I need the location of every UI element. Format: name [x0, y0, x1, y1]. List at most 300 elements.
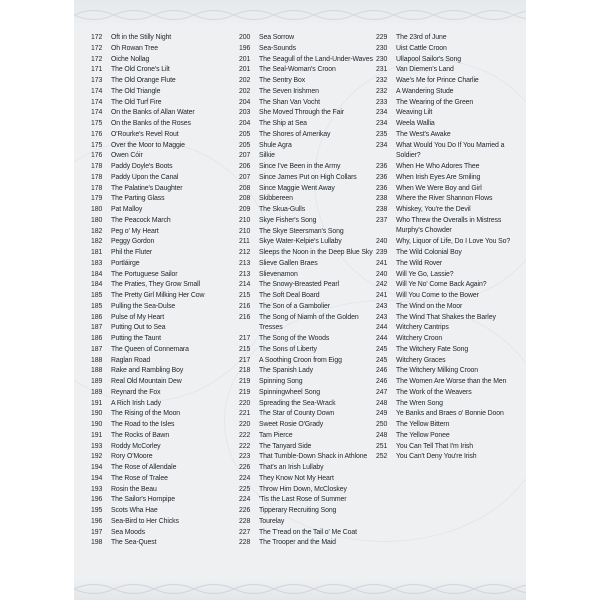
song-title: Uist Cattle Croon: [396, 44, 447, 52]
song-title: Scots Wha Hae: [111, 507, 158, 514]
index-entry: [239, 205, 377, 216]
song-title: That's an Irish Lullaby: [259, 464, 324, 471]
song-title: The Peacock March: [111, 216, 171, 224]
song-title: Real Old Mountain Dew: [111, 378, 182, 385]
song-title: The Witchery Milking Croon: [396, 367, 479, 375]
page-number: 201: [239, 66, 251, 74]
index-entry: [91, 517, 229, 528]
page-number: 231: [376, 66, 388, 74]
index-entry: [239, 334, 377, 345]
index-entry: [91, 463, 229, 474]
top-border: [74, 0, 526, 28]
page-number: 226: [239, 507, 251, 514]
index-entry: [239, 237, 377, 248]
index-entry: [239, 420, 377, 431]
index-entry: [239, 87, 377, 98]
page-number: 214: [239, 281, 251, 289]
page-number: 188: [91, 356, 103, 364]
page-number: 196: [91, 496, 103, 504]
index-entry: [91, 302, 229, 313]
page-number: 208: [239, 195, 251, 203]
page-number: 236: [376, 173, 388, 181]
song-title: Owen Cóir: [111, 152, 143, 160]
song-title: Who Threw the Overalls in Mistress Murphy's Chowder: [396, 216, 502, 234]
page-number: 172: [91, 44, 103, 52]
index-entry: [91, 399, 229, 410]
bottom-border: [74, 578, 526, 600]
page-number: 226: [239, 464, 251, 471]
page-number: 184: [91, 281, 103, 289]
song-title: They Know Not My Heart: [259, 474, 334, 482]
song-title: The Sons of Liberty: [259, 345, 317, 353]
page-number: 213: [239, 259, 251, 267]
index-entry: [239, 463, 377, 474]
page-number: 181: [91, 249, 103, 256]
page-number: 236: [376, 163, 388, 170]
index-entry: [239, 65, 377, 76]
page-number: 217: [239, 356, 251, 364]
song-title: Slievenamon: [259, 270, 298, 278]
index-entry: [91, 108, 229, 119]
page-number: 218: [239, 367, 251, 375]
page-number: 174: [91, 98, 103, 106]
index-entry: [91, 44, 229, 55]
index-entry: [376, 345, 516, 356]
page-number: 234: [376, 141, 388, 149]
song-title: 'Tis the Last Rose of Summer: [259, 496, 347, 504]
page-number: 193: [91, 442, 103, 450]
page-number: 238: [376, 206, 388, 213]
index-entry: [91, 377, 229, 388]
index-entry: [376, 173, 516, 184]
song-title: Will You Come to the Bower: [396, 292, 479, 299]
song-title: Witchery Croon: [396, 335, 443, 342]
song-title: Rake and Rambling Boy: [111, 367, 184, 375]
index-entry: [239, 485, 377, 496]
page-number: 236: [376, 184, 388, 192]
index-entry: [376, 409, 516, 420]
page-number: 204: [239, 120, 251, 127]
song-title: Portláirge: [111, 259, 140, 267]
song-title: Sea-Bird to Her Chicks: [111, 517, 179, 525]
index-entry: [239, 119, 377, 130]
song-title: The T'read on the Tail o' Me Coat: [259, 528, 357, 536]
page-number: 172: [91, 55, 103, 63]
index-entry: [376, 388, 516, 399]
page-number: 175: [91, 120, 103, 127]
index-entry: [239, 98, 377, 109]
page-number: 246: [376, 378, 388, 385]
song-title: A Rich Irish Lady: [111, 399, 162, 407]
page-number: 212: [239, 249, 251, 256]
song-title: The Sailor's Hornpipe: [111, 496, 175, 504]
index-column-3: [376, 33, 516, 463]
index-entry: [376, 323, 516, 334]
song-title: Oh Rowan Tree: [111, 44, 158, 52]
song-title: The Snowy-Breasted Pearl: [259, 281, 339, 289]
song-title: Ullapool Sailor's Song: [396, 55, 461, 63]
song-title: The Sea-Quest: [111, 539, 157, 547]
page-number: 235: [376, 130, 388, 138]
index-entry: [91, 227, 229, 238]
song-title: Sweet Rosie O'Grady: [259, 421, 324, 428]
index-entry: [239, 173, 377, 184]
song-title: The Wild Colonial Boy: [396, 249, 462, 256]
index-entry: [239, 388, 377, 399]
page-number: 196: [239, 44, 251, 52]
page-number: 243: [376, 302, 388, 310]
page-number: 227: [239, 528, 251, 536]
page-number: 187: [91, 345, 103, 353]
page-number: 192: [91, 453, 103, 461]
index-entry: [91, 442, 229, 453]
index-entry: [376, 259, 516, 270]
page-number: 244: [376, 335, 388, 342]
page-number: 204: [239, 98, 251, 106]
song-title: Tam Pierce: [259, 431, 293, 439]
index-entry: [239, 44, 377, 55]
song-title: Over the Moor to Maggie: [111, 141, 185, 149]
index-entry: [239, 291, 377, 302]
index-entry: [239, 280, 377, 291]
song-title: Oft in the Stilly Night: [111, 34, 172, 41]
song-title: The Shores of Amerikay: [259, 130, 331, 138]
page-number: 228: [239, 539, 251, 547]
song-title: The Wearing of the Green: [396, 98, 474, 106]
song-title: What Would You Do If You Married a Soldier?: [396, 141, 505, 159]
page-number: 221: [239, 410, 251, 418]
song-title: The Seven Irishmen: [259, 87, 319, 95]
song-title: The Old Orange Flute: [111, 77, 176, 84]
index-entry: [239, 399, 377, 410]
page-number: 190: [91, 410, 103, 418]
song-title: The Spanish Lady: [259, 367, 313, 375]
song-title: She Moved Through the Fair: [259, 109, 344, 117]
page-number: 237: [376, 216, 388, 224]
song-title: A Wandering Stude: [396, 87, 454, 95]
index-entry: [91, 216, 229, 227]
index-entry: [91, 323, 229, 334]
page-number: 205: [239, 141, 251, 149]
page-number: 215: [239, 345, 251, 353]
index-entry: [91, 173, 229, 184]
index-entry: [239, 162, 377, 173]
page-number: 229: [376, 34, 388, 41]
page-number: 194: [91, 464, 103, 471]
page-number: 210: [239, 227, 251, 235]
index-entry: [91, 313, 229, 324]
index-entry: [91, 388, 229, 399]
song-title: Skibbereen: [259, 195, 293, 203]
page-number: 185: [91, 292, 103, 299]
index-entry: [91, 248, 229, 259]
song-title: The Star of County Down: [259, 410, 335, 418]
page-number: 248: [376, 431, 388, 439]
song-title: Witchery Cantrips: [396, 324, 449, 332]
page-number: 233: [376, 98, 388, 106]
index-entry: [239, 474, 377, 485]
page-number: 213: [239, 270, 251, 278]
song-title: The Queen of Connemara: [111, 345, 189, 353]
page-number: 249: [376, 410, 388, 418]
page-number: 251: [376, 442, 388, 450]
page-number: 175: [91, 141, 103, 149]
song-title: The Rocks of Bawn: [111, 431, 170, 439]
index-entry: [376, 119, 516, 130]
index-entry: [376, 442, 516, 453]
index-entry: [239, 538, 377, 549]
index-entry: [239, 302, 377, 313]
page-number: 178: [91, 173, 103, 181]
page-number: 222: [239, 431, 251, 439]
song-title: Rosin the Beau: [111, 485, 157, 493]
song-title: Peg o' My Heart: [111, 227, 159, 235]
song-title: Roddy McCorley: [111, 442, 161, 450]
page-number: 207: [239, 152, 251, 160]
song-title: The Trooper and the Maid: [259, 539, 336, 547]
index-entry: [91, 485, 229, 496]
page-number: 252: [376, 453, 388, 461]
page-number: 191: [91, 431, 103, 439]
page-number: 188: [91, 367, 103, 375]
song-title: The Wren Song: [396, 399, 443, 407]
page-number: 195: [91, 507, 103, 514]
index-entry: [376, 399, 516, 410]
index-entry: [91, 452, 229, 463]
page-number: 240: [376, 238, 388, 246]
page-number: 220: [239, 399, 251, 407]
index-entry: [239, 33, 377, 44]
index-entry: [91, 55, 229, 66]
song-title: The Praties, They Grow Small: [111, 281, 200, 289]
index-entry: [376, 377, 516, 388]
page-number: 174: [91, 109, 103, 117]
index-entry: [376, 44, 516, 55]
page-number: 239: [376, 249, 388, 256]
index-entry: [376, 65, 516, 76]
song-title: Pulling the Sea-Dulse: [111, 302, 176, 310]
page-number: 222: [239, 442, 251, 450]
page-number: 174: [91, 87, 103, 95]
page-number: 250: [376, 421, 388, 428]
song-title: Rory O'Moore: [111, 453, 153, 461]
page-number: 241: [376, 259, 388, 267]
song-title: Witchery Graces: [396, 356, 446, 364]
index-entry: [376, 76, 516, 87]
celtic-knot-border-top: [74, 6, 526, 24]
song-title: Tipperary Recruiting Song: [259, 507, 337, 514]
page-number: 203: [239, 109, 251, 117]
index-entry: [91, 409, 229, 420]
index-entry: [376, 141, 516, 163]
index-entry: [239, 270, 377, 281]
song-title: The Tanyard Side: [259, 442, 312, 450]
page-number: 178: [91, 184, 103, 192]
page-number: 245: [376, 356, 388, 364]
song-title: The Sentry Box: [259, 77, 306, 84]
page-number: 176: [91, 130, 103, 138]
song-title: The Work of the Weavers: [396, 388, 472, 396]
index-entry: [239, 194, 377, 205]
index-entry: [239, 431, 377, 442]
page-number: 200: [239, 34, 251, 41]
song-title: The Rose of Allendale: [111, 464, 177, 471]
song-title: The Skua-Gulls: [259, 206, 306, 213]
song-title: The Song of the Woods: [259, 335, 330, 342]
index-entry: [239, 356, 377, 367]
index-entry: [376, 302, 516, 313]
song-title: Will Ye Go, Lassie?: [396, 270, 454, 278]
index-entry: [376, 55, 516, 66]
index-entry: [91, 270, 229, 281]
page-number: 220: [239, 421, 251, 428]
song-title: The Witchery Fate Song: [396, 345, 469, 353]
index-entry: [91, 474, 229, 485]
index-entry: [376, 130, 516, 141]
page-number: 219: [239, 378, 251, 385]
song-title: The Wild Rover: [396, 259, 443, 267]
song-title: Paddy Upon the Canal: [111, 173, 179, 181]
song-title: The Yellow Bittern: [396, 421, 450, 428]
page-number: 194: [91, 474, 103, 482]
song-title: The Yellow Ponee: [396, 431, 450, 439]
index-entry: [376, 194, 516, 205]
page-number: 224: [239, 474, 251, 482]
song-title: That Tumble-Down Shack in Athlone: [259, 453, 368, 461]
index-entry: [91, 356, 229, 367]
index-entry: [376, 420, 516, 431]
index-entry: [376, 108, 516, 119]
index-entry: [91, 506, 229, 517]
page-number: 244: [376, 324, 388, 332]
page-number: 225: [239, 485, 251, 493]
index-entry: [376, 313, 516, 324]
page-number: 190: [91, 421, 103, 428]
song-title: You Can't Deny You're Irish: [396, 453, 477, 461]
song-title: On the Banks of Allan Water: [111, 109, 195, 117]
song-title: Since I've Been in the Army: [259, 163, 341, 170]
song-title: Putting the Taunt: [111, 335, 161, 342]
song-title: The Portuguese Sailor: [111, 270, 178, 278]
song-title: O'Rourke's Revel Rout: [111, 130, 179, 138]
index-entry: [91, 237, 229, 248]
song-title: Spreading the Sea-Wrack: [259, 399, 336, 407]
index-entry: [239, 184, 377, 195]
page-number: 202: [239, 87, 251, 95]
index-entry: [91, 141, 229, 152]
page-number: 223: [239, 453, 251, 461]
index-entry: [239, 227, 377, 238]
song-title: Weaving Lilt: [396, 109, 433, 117]
page-number: 198: [91, 539, 103, 547]
index-entry: [376, 87, 516, 98]
page-number: 205: [239, 130, 251, 138]
page-number: 217: [239, 335, 251, 342]
song-title: The Old Triangle: [111, 87, 161, 95]
page-number: 193: [91, 485, 103, 493]
index-entry: [239, 345, 377, 356]
index-entry: [239, 517, 377, 528]
index-entry: [239, 216, 377, 227]
index-entry: [91, 205, 229, 216]
index-entry: [376, 216, 516, 238]
index-entry: [376, 248, 516, 259]
index-entry: [91, 431, 229, 442]
page-number: 180: [91, 216, 103, 224]
index-entry: [239, 452, 377, 463]
song-title: Skye Fisher's Song: [259, 216, 317, 224]
song-title: The Wind That Shakes the Barley: [396, 313, 496, 321]
page-number: 185: [91, 302, 103, 310]
song-title: Phil the Fluter: [111, 249, 153, 256]
index-entry: [376, 33, 516, 44]
song-title: A Soothing Croon from Eigg: [259, 356, 342, 364]
index-entry: [91, 259, 229, 270]
index-entry: [91, 76, 229, 87]
index-entry: [239, 495, 377, 506]
song-title: When He Who Adores Thee: [396, 163, 480, 170]
song-title: Throw Him Down, McCloskey: [259, 485, 347, 493]
page-number: 202: [239, 77, 251, 84]
song-title: Sea-Sounds: [259, 44, 296, 52]
index-entry: [239, 506, 377, 517]
index-entry: [239, 377, 377, 388]
page-number: 189: [91, 378, 103, 385]
song-title: Silkie: [259, 152, 275, 160]
page-number: 191: [91, 399, 103, 407]
song-title: Spinning Song: [259, 378, 303, 385]
index-entry: [239, 76, 377, 87]
song-title: When We Were Boy and Girl: [396, 184, 482, 192]
song-title: The Ship at Sea: [259, 120, 307, 127]
index-entry: [91, 65, 229, 76]
song-title: Wae's Me for Prince Charlie: [396, 77, 479, 84]
page-number: 241: [376, 292, 388, 299]
song-title: The Rose of Tralee: [111, 474, 168, 482]
song-title: Since Maggie Went Away: [259, 184, 335, 192]
song-title: The Shan Van Vocht: [259, 98, 320, 106]
index-entry: [91, 98, 229, 109]
index-entry: [239, 366, 377, 377]
page-number: 176: [91, 152, 103, 160]
index-entry: [239, 108, 377, 119]
song-title: Spinningwheel Song: [259, 388, 321, 396]
page-number: 196: [91, 517, 103, 525]
index-entry: [376, 291, 516, 302]
index-entry: [91, 87, 229, 98]
index-entry: [91, 33, 229, 44]
song-title: The Soft Deal Board: [259, 292, 320, 299]
song-title: Sleeps the Noon in the Deep Blue Sky: [259, 249, 373, 256]
song-title: The Seal-Woman's Croon: [259, 66, 336, 74]
index-entry: [376, 237, 516, 248]
page-number: 179: [91, 195, 103, 203]
index-entry: [376, 98, 516, 109]
page-number: 219: [239, 388, 251, 396]
song-title: The Pretty Girl Milking Her Cow: [111, 292, 205, 299]
index-entry: [239, 151, 377, 162]
page-number: 180: [91, 206, 103, 213]
song-title: Pulse of My Heart: [111, 313, 165, 321]
index-entry: [376, 334, 516, 345]
index-entry: [91, 162, 229, 173]
celtic-knot-border-bottom: [74, 580, 526, 598]
page-number: 224: [239, 496, 251, 504]
index-entry: [91, 345, 229, 356]
index-entry: [91, 291, 229, 302]
index-entry: [91, 420, 229, 431]
index-entry: [239, 313, 377, 335]
